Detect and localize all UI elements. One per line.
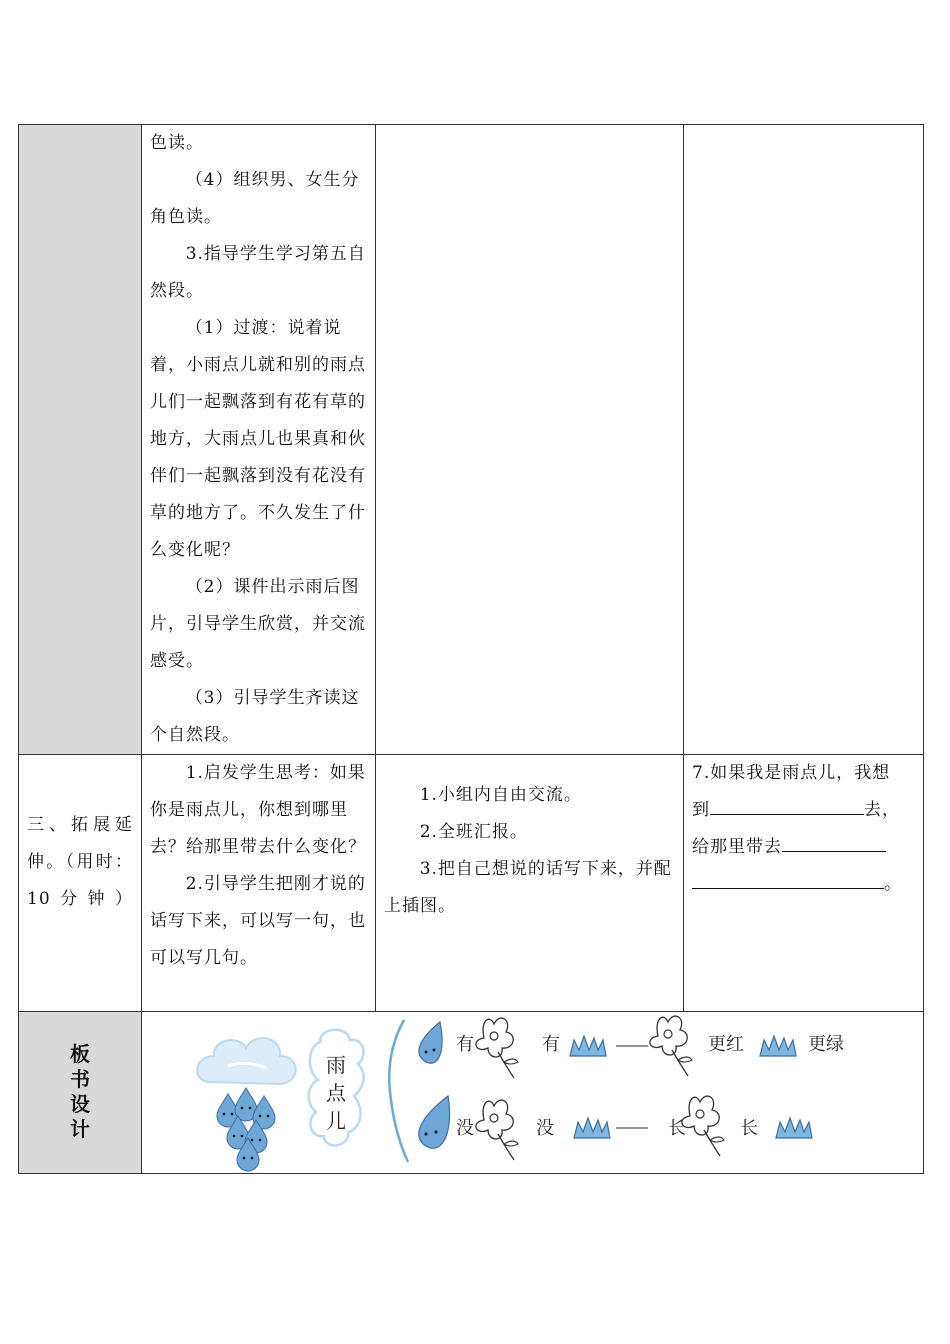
cloud-char: 点 [326,1081,346,1105]
procedure-line: （1）过渡：说着说着，小雨点儿就和别的雨点儿们一起飘落到有花有草的地方，大雨点儿也果真和伙伴们一起飘落到没有花没有草的地方了。不久发生了什么变化呢？ [150,318,366,560]
board-design-label-cell [19,1012,142,1174]
board-design [142,1012,923,1172]
board-word: 没 [456,1118,474,1139]
big-raindrop-icon [419,1096,450,1148]
raincloud-icon [197,1038,296,1171]
grass-icon [570,1036,606,1056]
grass-icon [760,1036,796,1056]
procedure-line: 色读。 [150,133,204,153]
board-design-label: 板 书 设 计 [70,1042,90,1141]
board-illustration [142,1012,922,1172]
board-row-1 [419,1016,844,1078]
section-cell [19,125,142,755]
answer-blank[interactable] [782,829,886,852]
student-step: 3.把自己想说的话写下来，并配上插图。 [384,859,672,916]
board-word: 更红 [708,1034,744,1055]
cloud-char: 儿 [326,1109,346,1133]
teacher-activity-cell [142,125,376,755]
student-activity-cell [376,125,684,755]
answer-blank[interactable] [710,792,864,815]
cloud-char: 雨 [326,1053,346,1077]
flower-icon [476,1018,518,1078]
answer-blank[interactable] [692,866,884,889]
exercise-line: 到 去， [692,792,917,829]
exercise-cell [684,755,924,1012]
procedure-line: （3）引导学生齐读这个自然段。 [150,688,360,745]
student-activity-cell [376,755,684,1012]
exercise-line: 。 [692,866,917,903]
procedure-line: （4）组织男、女生分角色读。 [150,170,360,227]
grass-icon [776,1118,812,1138]
teacher-step: 2.引导学生把刚才说的话写下来，可以写一句，也可以写几句。 [150,874,366,968]
teacher-step: 1.启发学生思考：如果你是雨点儿，你想到哪里去？给那里带去什么变化？ [150,763,366,857]
brace-shape [389,1020,408,1162]
exercise-line: 给那里带去 [692,829,917,866]
board-word: 有 [456,1034,474,1055]
board-design-cell [142,1012,924,1174]
procedure-line: （2）课件出示雨后图片，引导学生欣赏，并交流感受。 [150,577,366,671]
table-row [19,1012,924,1174]
board-word: 没 [536,1118,554,1139]
table-row [19,125,924,755]
board-row-2 [419,1096,812,1160]
board-word: 有 [542,1034,560,1055]
lesson-plan-table [18,124,924,1174]
raindrop-title-cloud [309,1030,364,1146]
flower-icon [476,1100,518,1160]
section-title: 三、拓展延伸。（用时：10分钟） [27,815,133,909]
teacher-activity-cell [142,755,376,1012]
exercise-cell [684,125,924,755]
exercise-line: 7.如果我是雨点儿，我想 [692,763,891,783]
student-step: 2.全班汇报。 [419,822,528,842]
board-word: 长 [740,1118,758,1139]
grass-icon [574,1118,610,1138]
procedure-line: 3.指导学生学习第五自然段。 [150,244,366,301]
board-word: 长 [668,1118,686,1139]
flower-icon [682,1096,724,1156]
section-cell [19,755,142,1012]
flower-icon [650,1016,692,1076]
board-word: 更绿 [808,1034,844,1055]
student-step: 1.小组内自由交流。 [419,785,582,805]
small-raindrop-icon [419,1022,442,1063]
table-row [19,755,924,1012]
